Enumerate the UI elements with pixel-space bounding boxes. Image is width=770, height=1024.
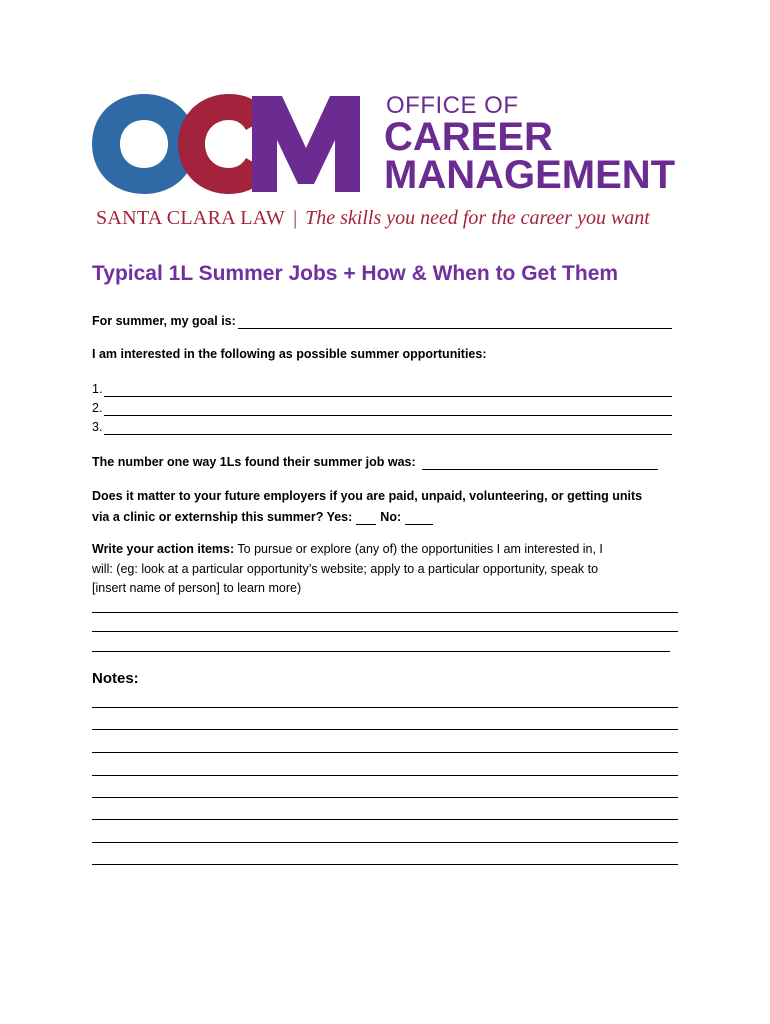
action-item-line-3[interactable]	[92, 651, 670, 652]
action-item-line-1[interactable]	[92, 612, 678, 613]
notes-line[interactable]	[92, 864, 678, 865]
logo-office-of: OFFICE OF	[386, 92, 519, 119]
interests-label: I am interested in the following as possible summer opportunities:	[92, 347, 487, 361]
ocm-logo	[92, 92, 692, 232]
notes-line[interactable]	[92, 729, 678, 730]
ocm-logo-mark	[92, 92, 362, 196]
logo-management: MANAGEMENT	[384, 153, 676, 197]
yes-field[interactable]	[356, 511, 376, 525]
notes-line[interactable]	[92, 842, 678, 843]
opportunity-row-1	[92, 381, 672, 397]
page-title: Typical 1L Summer Jobs + How & When to Get Them	[92, 262, 619, 285]
goal-row	[92, 313, 672, 329]
number-one-way-label: The number one way 1Ls found their summer job was:	[92, 455, 416, 469]
opportunity-row-3	[92, 419, 672, 435]
no-label: No:	[380, 510, 402, 524]
notes-line[interactable]	[92, 819, 678, 820]
opportunity-field-1[interactable]	[104, 383, 672, 397]
notes-line[interactable]	[92, 707, 678, 708]
opportunity-number: 2.	[92, 401, 103, 415]
opportunity-number: 1.	[92, 382, 103, 396]
logo-separator: |	[293, 207, 298, 229]
question-line-2	[92, 509, 437, 525]
action-items-text: To pursue or explore (any of) the opportunities I am interested in, I	[234, 542, 603, 556]
goal-field[interactable]	[238, 315, 672, 329]
notes-line[interactable]	[92, 797, 678, 798]
notes-label: Notes:	[92, 670, 139, 687]
notes-line[interactable]	[92, 752, 678, 753]
action-items-label: Write your action items:	[92, 542, 235, 556]
action-items-line-2: will: (eg: look at a particular opportunity’s website; apply to a particular opportunity, speak to	[92, 562, 599, 576]
action-items-line-3: [insert name of person] to learn more)	[92, 581, 302, 595]
question-line-2-text: via a clinic or externship this summer? Yes:	[92, 510, 353, 524]
opportunity-field-3[interactable]	[104, 421, 672, 435]
logo-tagline	[96, 206, 650, 230]
number-one-way-field[interactable]	[422, 456, 658, 470]
logo-slogan: The skills you need for the career you want	[305, 207, 650, 229]
opportunity-row-2	[92, 400, 672, 416]
opportunity-number: 3.	[92, 420, 103, 434]
no-field[interactable]	[405, 511, 433, 525]
action-items-line-1	[92, 540, 603, 559]
opportunity-field-2[interactable]	[104, 402, 672, 416]
logo-letter-m	[252, 96, 360, 192]
goal-label: For summer, my goal is:	[92, 314, 236, 328]
logo-career: CAREER	[384, 115, 553, 159]
notes-line[interactable]	[92, 775, 678, 776]
logo-school-name: SANTA CLARA LAW	[96, 207, 286, 229]
number-one-way-row	[92, 454, 658, 470]
action-item-line-2[interactable]	[92, 631, 678, 632]
question-line-1: Does it matter to your future employers if you are paid, unpaid, volunteering, or getting units	[92, 489, 643, 503]
